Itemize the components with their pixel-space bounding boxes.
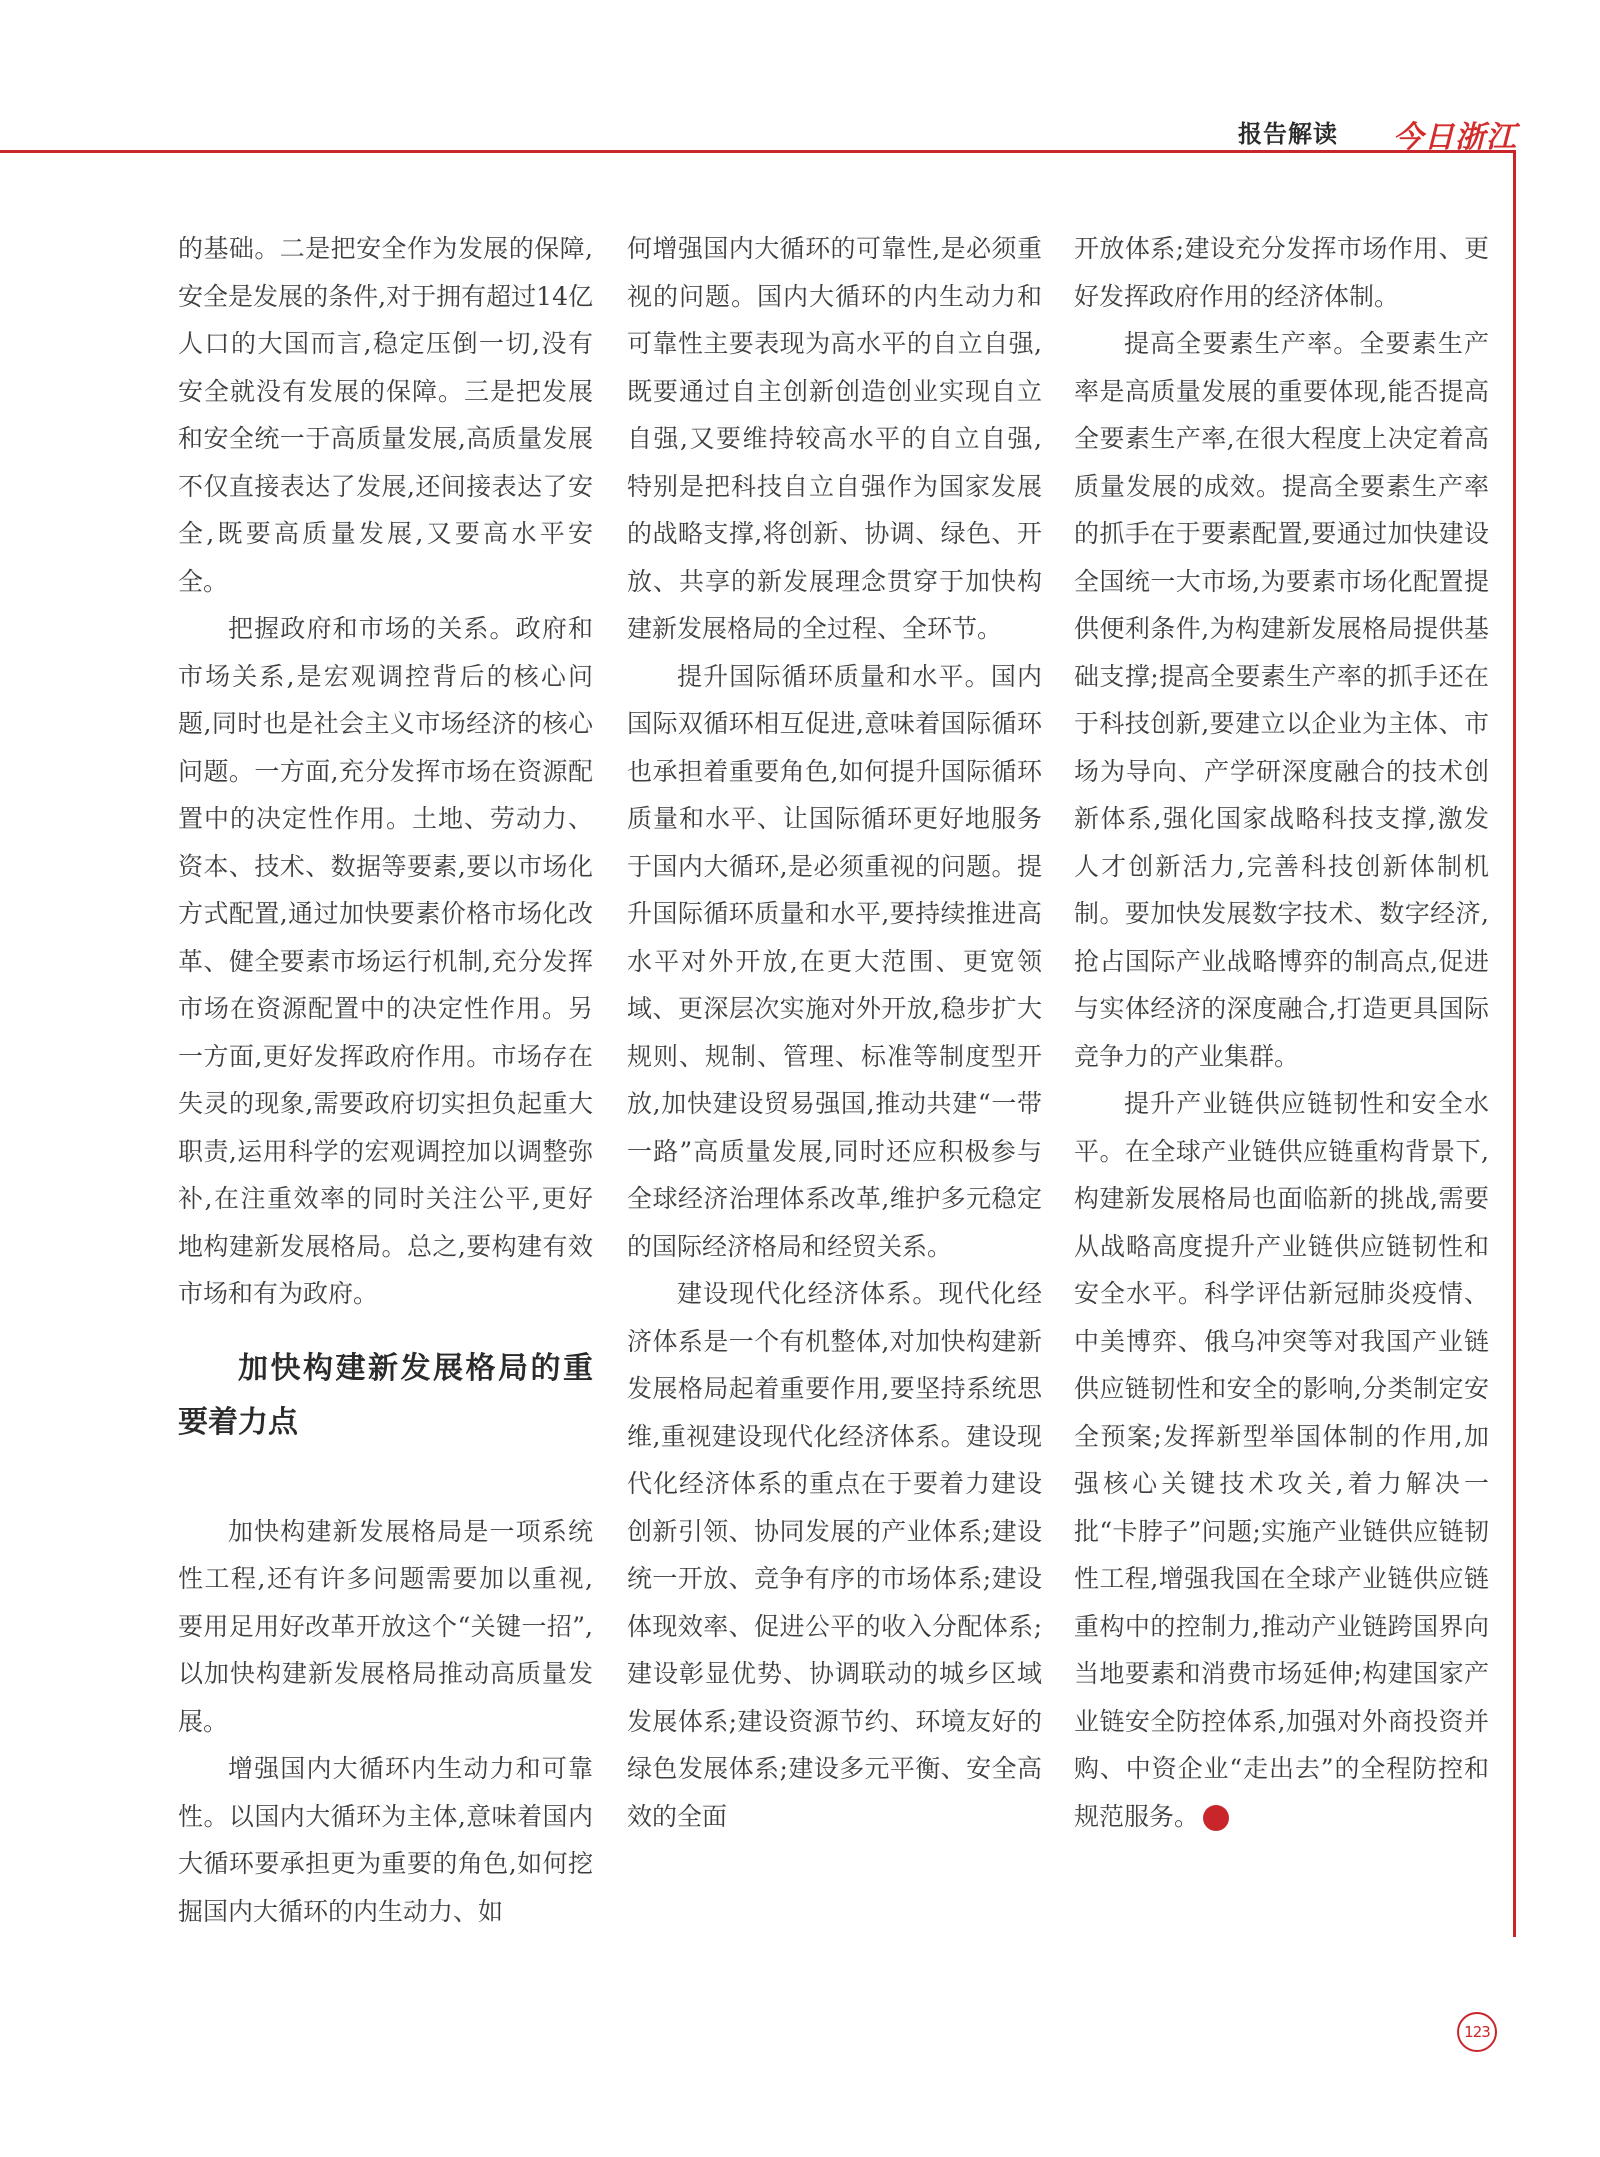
side-rule	[1513, 150, 1516, 1937]
header-rule	[0, 150, 1516, 153]
paragraph: 把握政府和市场的关系。政府和市场关系,是宏观调控背后的核心问题,同时也是社会主义市场经济的核心问题。一方面,充分发挥市场在资源配置中的决定性作用。土地、劳动力、资本、技术、数据等要素,要以市场化方式配置,通过加快要素价格市场化改革、健全要素市场运行机制,充分发挥市场在资源配置中的决定性作用。另一方面,更好发挥政府作用。市场存在失灵的现象,需要政府切实担负起重大职责,运用科学的宏观调控加以调整弥补,在注重效率的同时关注公平,更好地构建新发展格局。总之,要构建有效市场和有为政府。	[178, 614, 593, 1308]
paragraph: 提高全要素生产率。全要素生产率是高质量发展的重要体现,能否提高全要素生产率,在很大程度上决定着高质量发展的成效。提高全要素生产率的抓手在于要素配置,要通过加快建设全国统一大市场,为要素市场化配置提供便利条件,为构建新发展格局提供基础支撑;提高全要素生产率的抓手还在于科技创新,要建立以企业为主体、市场为导向、产学研深度融合的技术创新体系,强化国家战略科技支撑,激发人才创新活力,完善科技创新体制机制。要加快发展数字技术、数字经济,抢占国际产业战略博弈的制高点,促进与实体经济的深度融合,打造更具国际竞争力的产业集群。	[1074, 329, 1489, 1071]
paragraph: 开放体系;建设充分发挥市场作用、更好发挥政府作用的经济体制。	[1074, 234, 1489, 311]
column-2	[627, 225, 1042, 1840]
paragraph: 加快构建新发展格局是一项系统性工程,还有许多问题需要加以重视,要用足用好改革开放这个“关键一招”,以加快构建新发展格局推动高质量发展。	[178, 1516, 593, 1736]
paragraph-text: 提升产业链供应链韧性和安全水平。在全球产业链供应链重构背景下,构建新发展格局也面临新的挑战,需要从战略高度提升产业链供应链韧性和安全水平。科学评估新冠肺炎疫情、中美博弈、俄乌冲突等对我国产业链供应链韧性和安全的影响,分类制定安全预案;发挥新型举国体制的作用,加强核心关键技术攻关,着力解决一批“卡脖子”问题;实施产业链供应链韧性工程,增强我国在全球产业链供应链重构中的控制力,推动产业链跨国界向当地要素和消费市场延伸;构建国家产业链安全防控体系,加强对外商投资并购、中资企业“走出去”的全程防控和规范服务。	[1074, 1089, 1489, 1831]
column-1	[178, 225, 593, 1935]
page-number: 123	[1457, 2012, 1497, 2052]
end-mark-icon: 今	[1203, 1805, 1229, 1831]
paragraph: 提升国际循环质量和水平。国内国际双循环相互促进,意味着国际循环也承担着重要角色,如何提升国际循环质量和水平、让国际循环更好地服务于国内大循环,是必须重视的问题。提升国际循环质量和水平,要持续推进高水平对外开放,在更大范围、更宽领域、更深层次实施对外开放,稳步扩大规则、规制、管理、标准等制度型开放,加快建设贸易强国,推动共建“一带一路”高质量发展,同时还应积极参与全球经济治理体系改革,维护多元稳定的国际经济格局和经贸关系。	[627, 661, 1042, 1261]
paragraph: 何增强国内大循环的可靠性,是必须重视的问题。国内大循环的内生动力和可靠性主要表现为高水平的自立自强,既要通过自主创新创造创业实现自立自强,又要维持较高水平的自立自强,特别是把科技自立自强作为国家发展的战略支撑,将创新、协调、绿色、开放、共享的新发展理念贯穿于加快构建新发展格局的全过程、全环节。	[627, 234, 1042, 643]
paragraph: 建设现代化经济体系。现代化经济体系是一个有机整体,对加快构建新发展格局起着重要作用,要坚持系统思维,重视建设现代化经济体系。建设现代化经济体系的重点在于要着力建设创新引领、协同发展的产业体系;建设统一开放、竞争有序的市场体系;建设体现效率、促进公平的收入分配体系;建设彰显优势、协调联动的城乡区域发展体系;建设资源节约、环境友好的绿色发展体系;建设多元平衡、安全高效的全面	[627, 1279, 1042, 1831]
section-heading: 加快构建新发展格局的重要着力点	[178, 1350, 593, 1440]
brand-logo: 今日浙江	[1393, 120, 1517, 155]
paragraph	[1074, 1080, 1489, 1840]
paragraph: 的基础。二是把安全作为发展的保障,安全是发展的条件,对于拥有超过14亿人口的大国而言,稳定压倒一切,没有安全就没有发展的保障。三是把发展和安全统一于高质量发展,高质量发展不仅直接表达了发展,还间接表达了安全,既要高质量发展,又要高水平安全。	[178, 234, 593, 596]
column-3	[1074, 225, 1489, 1840]
section-title: 报告解读	[1238, 120, 1338, 148]
paragraph: 增强国内大循环内生动力和可靠性。以国内大循环为主体,意味着国内大循环要承担更为重要的角色,如何挖掘国内大循环的内生动力、如	[178, 1754, 593, 1926]
